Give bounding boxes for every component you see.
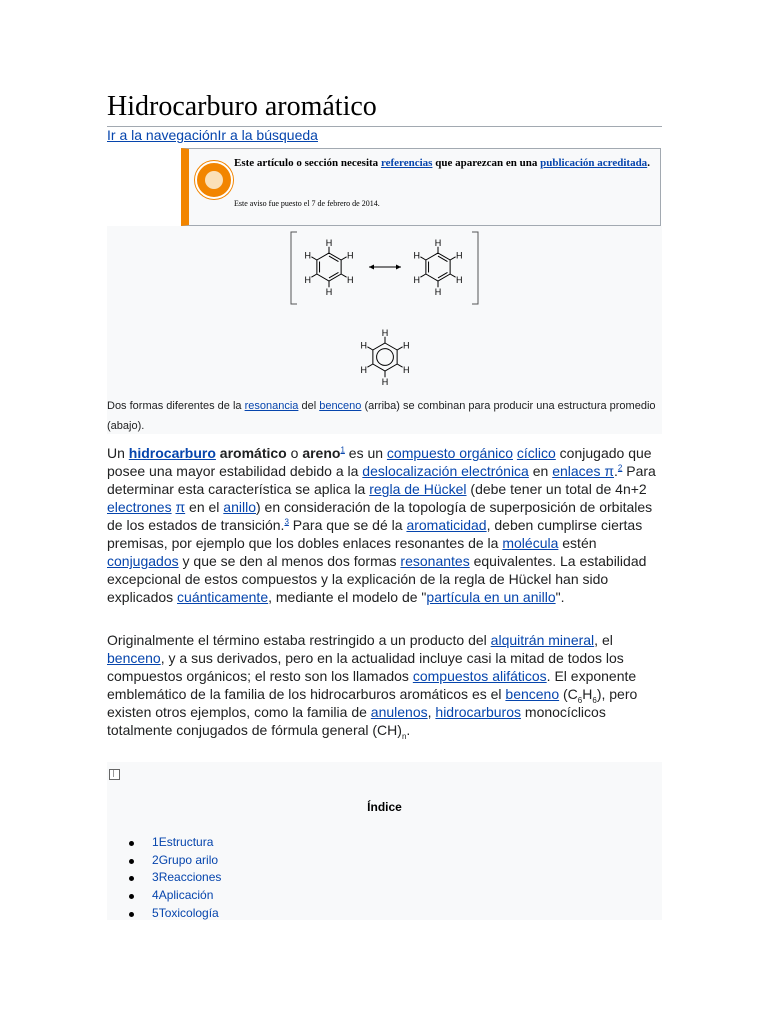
toc-item[interactable]: 5Toxicología bbox=[129, 905, 221, 923]
average-structure-ch-bond bbox=[397, 364, 402, 367]
ref-2[interactable]: 2 bbox=[617, 463, 623, 473]
link-pi[interactable]: π bbox=[175, 499, 186, 515]
link-aromaticidad[interactable]: aromaticidad bbox=[406, 517, 487, 533]
notice-link-publicacion[interactable]: publicación acreditada bbox=[540, 157, 648, 169]
book-icon bbox=[195, 161, 233, 199]
figure-caption: Dos formas diferentes de la resonancia del benceno (arriba) se combinan para producir una estructura promedio (abajo). bbox=[107, 400, 656, 432]
page-title: Hidrocarburo aromático bbox=[107, 88, 662, 127]
benzene-structure-diagram bbox=[107, 226, 662, 396]
jump-to-navigation-link[interactable]: Ir a la navegación bbox=[107, 127, 218, 143]
kekule-structure-2-ch-bond bbox=[420, 257, 425, 260]
kekule-structure-1-hydrogen-label: H bbox=[304, 274, 312, 285]
link-benceno-2[interactable]: benceno bbox=[505, 686, 560, 702]
kekule-structure-2-hydrogen-label: H bbox=[455, 274, 463, 285]
toc-item[interactable]: 3Reacciones bbox=[129, 869, 221, 887]
ref-3[interactable]: 3 bbox=[284, 517, 289, 527]
kekule-structure-2-ch-bond bbox=[450, 274, 455, 277]
link-electrones[interactable]: electrones bbox=[107, 499, 172, 515]
kekule-structure-1-ch-bond bbox=[341, 257, 346, 260]
kekule-structure-2-hydrogen-label: H bbox=[434, 238, 442, 248]
link-anillo[interactable]: anillo bbox=[223, 499, 256, 515]
link-hidrocarburos[interactable]: hidrocarburos bbox=[435, 704, 522, 720]
average-structure-hydrogen-label: H bbox=[360, 340, 368, 351]
average-structure-aromatic-circle bbox=[377, 349, 394, 366]
link-resonantes[interactable]: resonantes bbox=[400, 553, 470, 569]
caption-link-resonancia[interactable]: resonancia bbox=[244, 400, 299, 412]
intro-paragraph: Un hidrocarburo aromático o areno$^1$ es un compuesto orgánico cíclico conjugado que posee una mayor estabilidad debido a la deslocalización electrónica en enlaces π.$^2$ Para determinar esta característica se aplica la regla de Hückel (debe tener un total de 4n+2 electrones π en el anillo) en consideración de la topología de superposición de orbitales de los estados de transición.$^3$ Para que se dé la aromaticidad, deben cumplirse ciertas premisas, por ejemplo que los dobles enlaces resonantes de la molécula estén conjugados y que se den al menos dos formas resonantes equivalentes. La estabilidad excepcional de estos compuestos y la explicación de la regla de Hückel han sido explicados cuánticamente, mediante el modelo de "partícula en un anillo". bbox=[107, 445, 656, 605]
resonance-arrow-head-left bbox=[369, 265, 374, 270]
kekule-structure-1-hydrogen-label: H bbox=[346, 274, 354, 285]
caption-link-benceno[interactable]: benceno bbox=[319, 400, 362, 412]
jump-links bbox=[107, 127, 318, 143]
link-deslocalizacion[interactable]: deslocalización electrónica bbox=[362, 463, 529, 479]
jump-to-search-link[interactable]: Ir a la búsqueda bbox=[217, 127, 318, 143]
kekule-structure-2-ch-bond bbox=[420, 274, 425, 277]
toc-title: Índice bbox=[367, 800, 402, 814]
link-hidrocarburo[interactable]: hidrocarburo bbox=[128, 445, 216, 461]
kekule-structure-1-hydrogen-label: H bbox=[325, 238, 333, 248]
kekule-structure-2-hydrogen-label: H bbox=[413, 274, 421, 285]
table-of-contents bbox=[107, 762, 662, 920]
average-structure-ch-bond bbox=[367, 364, 372, 367]
kekule-structure-2-ring bbox=[426, 253, 450, 281]
kekule-structure-1-ch-bond bbox=[311, 274, 316, 277]
average-structure-hydrogen-label: H bbox=[402, 340, 410, 351]
kekule-structure-2-double-bond bbox=[438, 256, 447, 261]
kekule-structure-1-double-bond bbox=[329, 272, 338, 277]
link-anulenos[interactable]: anulenos bbox=[370, 704, 428, 720]
link-enlaces-pi[interactable]: enlaces π bbox=[552, 463, 615, 479]
average-structure-hydrogen-label: H bbox=[381, 377, 389, 387]
toc-item[interactable]: 2Grupo arilo bbox=[129, 852, 221, 870]
link-benceno-1[interactable]: benceno bbox=[107, 650, 161, 666]
link-particula-anillo[interactable]: partícula en un anillo bbox=[426, 589, 556, 605]
average-structure-hydrogen-label: H bbox=[360, 364, 368, 375]
average-structure-ch-bond bbox=[367, 347, 372, 350]
average-structure-ch-bond bbox=[397, 347, 402, 350]
toc-item[interactable]: 1Estructura bbox=[129, 834, 221, 852]
references-notice-box bbox=[181, 148, 661, 226]
kekule-structure-1-hydrogen-label: H bbox=[325, 287, 333, 297]
resonance-bracket-right bbox=[472, 232, 478, 304]
link-compuesto-organico[interactable]: compuesto orgánico bbox=[386, 445, 513, 461]
toc-item[interactable]: 4Aplicación bbox=[129, 887, 221, 905]
kekule-structure-1-ring bbox=[317, 253, 341, 281]
ref-1[interactable]: 1 bbox=[340, 445, 345, 455]
kekule-structure-1-ch-bond bbox=[311, 257, 316, 260]
notice-text: Este artículo o sección necesita referencias que aparezcan en una publicación acreditada. bbox=[234, 157, 650, 169]
average-structure-hydrogen-label: H bbox=[381, 328, 389, 338]
notice-date: Este aviso fue puesto el 7 de febrero de 2014. bbox=[234, 199, 380, 208]
kekule-structure-1-hydrogen-label: H bbox=[304, 250, 312, 261]
average-structure-hydrogen-label: H bbox=[402, 364, 410, 375]
kekule-structure-2-hydrogen-label: H bbox=[413, 250, 421, 261]
toc-list bbox=[129, 834, 221, 923]
link-regla-huckel[interactable]: regla de Hückel bbox=[369, 481, 467, 497]
notice-link-referencias[interactable]: referencias bbox=[380, 157, 433, 169]
link-compuestos-alifaticos[interactable]: compuestos alifáticos bbox=[412, 668, 547, 684]
link-alquitran[interactable]: alquitrán mineral bbox=[490, 632, 595, 648]
resonance-bracket-left bbox=[291, 232, 297, 304]
link-cuanticamente[interactable]: cuánticamente bbox=[177, 589, 269, 605]
toc-toggle-checkbox[interactable] bbox=[109, 769, 120, 780]
kekule-structure-2-hydrogen-label: H bbox=[455, 250, 463, 261]
link-ciclico[interactable]: cíclico bbox=[516, 445, 556, 461]
link-molecula[interactable]: molécula bbox=[502, 535, 559, 551]
kekule-structure-1-hydrogen-label: H bbox=[346, 250, 354, 261]
resonance-arrow-head-right bbox=[396, 265, 401, 270]
kekule-structure-2-double-bond bbox=[438, 272, 447, 277]
kekule-structure-2-hydrogen-label: H bbox=[434, 287, 442, 297]
kekule-structure-1-ch-bond bbox=[341, 274, 346, 277]
kekule-structure-1-double-bond bbox=[329, 256, 338, 261]
link-conjugados[interactable]: conjugados bbox=[107, 553, 179, 569]
kekule-structure-2-ch-bond bbox=[450, 257, 455, 260]
history-paragraph: Originalmente el término estaba restringido a un producto del alquitrán mineral, el benceno, y a sus derivados, pero en la actualidad incluye casi la mitad de todos los compuestos orgánicos; el resto son los llamados compuestos alifáticos. El exponente emblemático de la familia de los hidrocarburos aromáticos es el benceno $(C_6H_6)$, pero existen otros ejemplos, como la familia de anulenos, hidrocarburos monocíclicos totalmente conjugados de fórmula general $(CH)_n$. bbox=[107, 632, 638, 741]
